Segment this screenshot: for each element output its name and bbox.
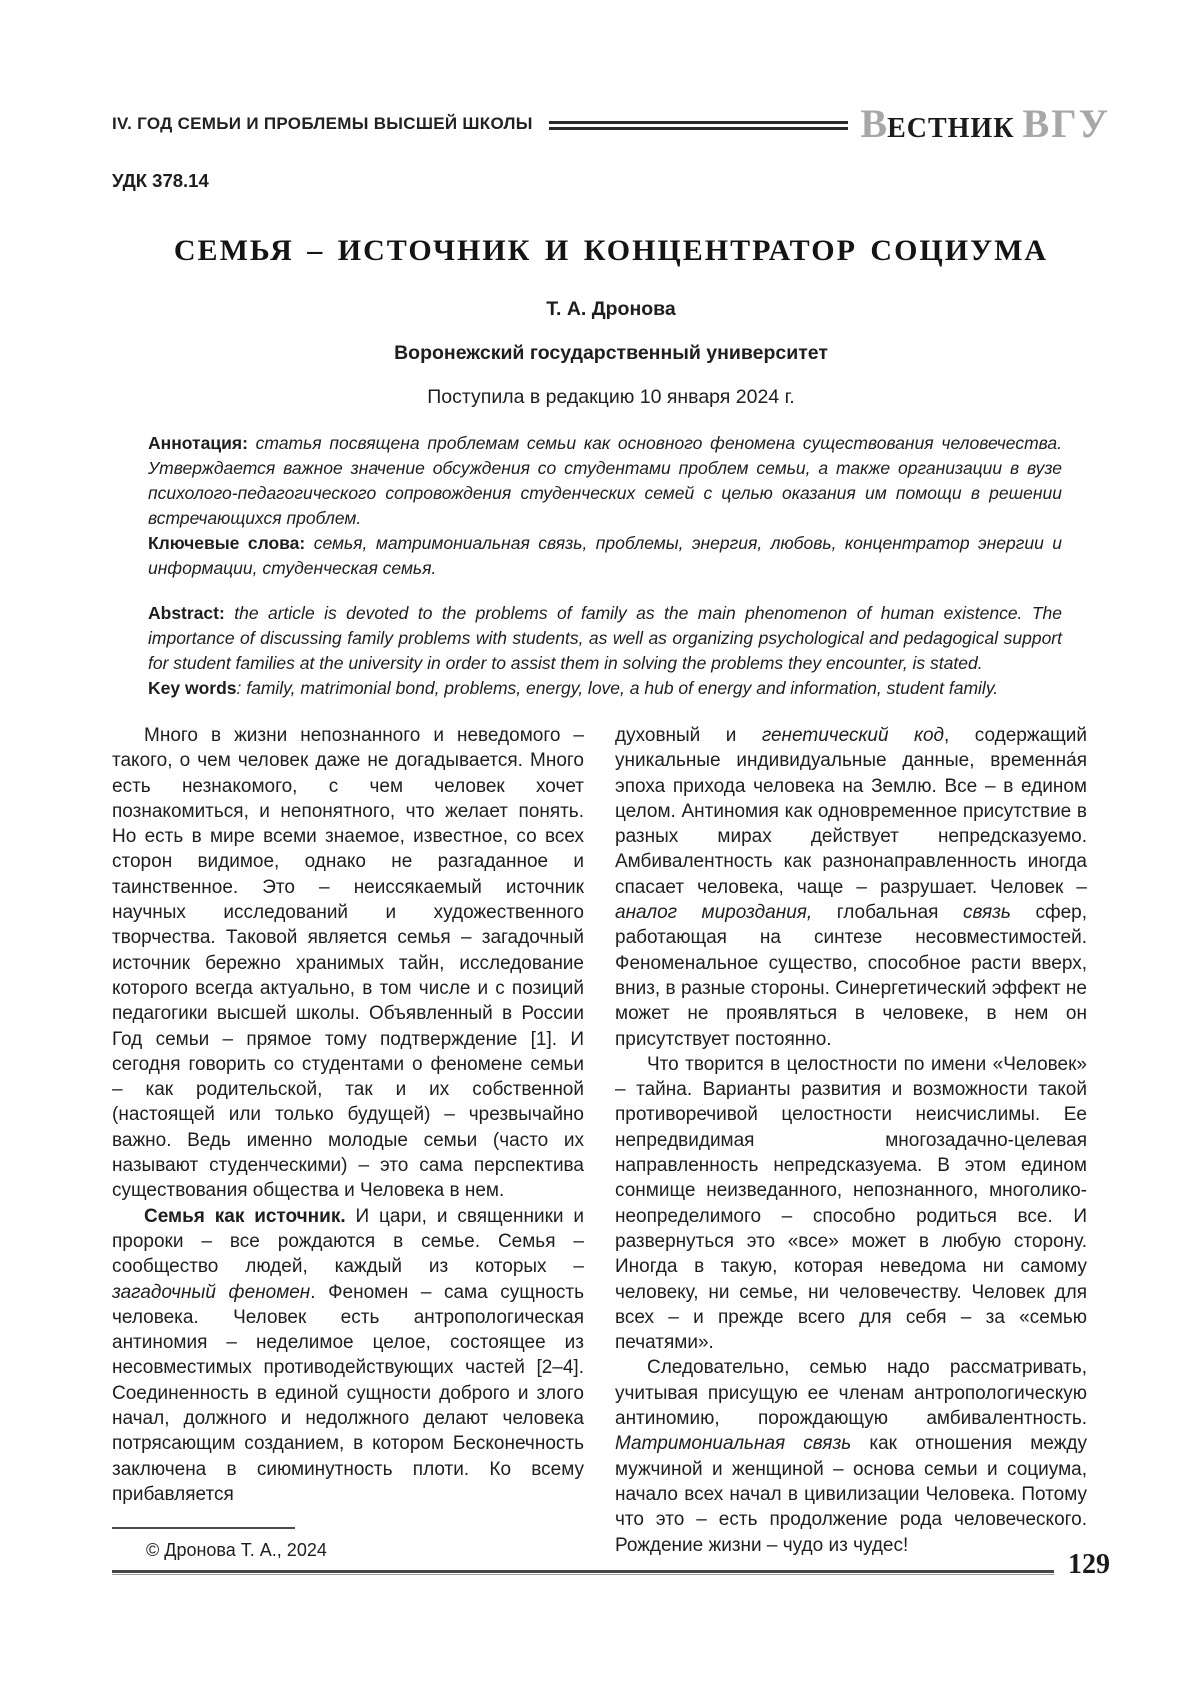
text-run: И цари, и священники и пророки – все рождаются в семье. Семья – сообщество людей, каждый из которых – <box>112 1205 584 1278</box>
right-column <box>615 723 1087 1564</box>
annotation-text: статья посвящена проблемам семьи как основного феномена существования человечества. Утверждается важное значение обсуждения со студентами проблем семьи, а также организации в вузе психолого-педагогического сопровождения студенческих семей с целью оказания им помощи в решении встречающихся проблем. <box>148 433 1062 528</box>
abstract-en-block <box>112 601 1110 701</box>
body-paragraph <box>112 1204 584 1508</box>
text-run: сфер, работающая на синтезе несовместимостей. Феноменальное существо, способное расти вверх, вниз, в разные стороны. Синергетический эффект не может не проявляться в человеке, в нем он присутствует постоянно. <box>615 902 1087 1050</box>
article-body <box>112 723 1110 1564</box>
author-name: Т. А. Дронова <box>546 298 676 320</box>
body-paragraph <box>112 723 584 1204</box>
body-paragraph <box>615 1355 1087 1557</box>
received-date: Поступила в редакцию 10 января 2024 г. <box>427 386 795 408</box>
logo-suffix: ВГУ <box>1022 101 1110 146</box>
abstract-paragraph <box>148 601 1062 676</box>
keywords-en-label: Key words <box>148 678 237 698</box>
body-paragraph <box>615 723 1087 1052</box>
text-run: аналог мироздания, <box>615 902 813 924</box>
text-run: загадочный феномен <box>112 1281 311 1303</box>
logo-initial: В <box>860 101 888 146</box>
left-column-paragraphs <box>112 723 584 1507</box>
right-column-paragraphs <box>615 723 1087 1558</box>
udc-code: УДК 378.14 <box>112 170 209 191</box>
text-run: Следовательно, семью надо рассматривать, учитывая присущую ее членам антропологическую антиномию, порождающую амбивалентность. <box>615 1357 1087 1430</box>
journal-logo <box>860 101 1110 146</box>
keywords-en-text: : family, matrimonial bond, problems, energy, love, a hub of energy and information, student family. <box>236 678 999 698</box>
text-run: Матримониальная связь <box>615 1433 852 1455</box>
article-title: СЕМЬЯ – ИСТОЧНИК И КОНЦЕНТРАТОР СОЦИУМА <box>173 234 1049 267</box>
running-head <box>112 101 1110 146</box>
keywords-ru-text: семья, матримониальная связь, проблемы, энергия, любовь, концентратор энергии и информации, студенческая семья. <box>148 533 1062 578</box>
text-run: духовный и <box>615 725 762 746</box>
footer-rule <box>112 1570 1054 1575</box>
text-run: Что творится в целостности по имени «Человек» – тайна. Варианты развития и возможности такой противоречивой целостности неисчислимы. Ее непредвидимая многозадачно-целевая направленность непредсказуема. В этом едином сонмище неизведанного, непознанного, многолико-неопределимого – способно родиться все. И развернуться это «все» может в любую сторону. Иногда в такую, которая неведома ни самому человеку, ни семье, ни человечеству. Человек для всех – и прежде всего для себя – за «семью печатями». <box>615 1053 1087 1354</box>
text-run: как отношения между мужчиной и женщиной – основа семьи и социума, начало всех начал в цивилизации Человека. Потому что это – есть продолжение рода человеческого. Рождение жизни – чудо из чудес! <box>615 1433 1087 1556</box>
text-run: Много в жизни непознанного и неведомого – такого, о чем человек даже не догадывается. Много есть незнакомого, с чем человек хочет познакомиться, и непонятного, что желает понять. Но есть в мире всеми знаемое, известное, со всех сторон видимое, однако не разгаданное и таинственное. Это – неиссякаемый источник научных исследований и художественного творчества. Таковой является семья – загадочный источник бережно хранимых тайн, исследование которого всегда актуально, в том числе и с позиций педагогики высшей школы. Объявленный в России Год семьи – прямое тому подтверждение [1]. И сегодня говорить со студентами о феномене семьи – как родительской, так и их собственной (настоящей или только будущей) – чрезвычайно важно. Ведь именно молодые семьи (часто их называют студенческими) – это сама перспектива существования общества и Человека в нем. <box>112 725 584 1202</box>
section-heading: IV. ГОД СЕМЬИ И ПРОБЛЕМЫ ВЫСШЕЙ ШКОЛЫ <box>112 114 533 133</box>
text-run: генетический код <box>761 725 945 746</box>
abstract-text: the article is devoted to the problems of family as the main phenomenon of human existence. The importance of discussing family problems with students, as well as organizing psychological and pedagogical support for student families at the university in order to assist them in solving the problems they encounter, is stated. <box>148 603 1062 673</box>
body-paragraph <box>615 1052 1087 1356</box>
text-run: глобальная <box>812 902 963 924</box>
copyright-line: © Дронова Т. А., 2024 <box>146 1540 327 1561</box>
abstract-ru-block <box>112 431 1110 581</box>
affiliation: Воронежский государственный университет <box>394 342 828 364</box>
keywords-ru-label: Ключевые слова: <box>148 533 306 553</box>
abstract-label: Abstract: <box>148 603 225 623</box>
header-double-rule <box>549 121 849 130</box>
annotation-paragraph <box>148 431 1062 531</box>
annotation-label: Аннотация: <box>148 433 248 453</box>
keywords-en-paragraph <box>148 676 1062 701</box>
text-run: связь <box>962 902 1011 924</box>
page-footer <box>112 1549 1110 1581</box>
page-number: 129 <box>1068 1549 1110 1580</box>
left-column <box>112 723 584 1564</box>
keywords-ru-paragraph <box>148 531 1062 581</box>
logo-rest: ЕСТНИК <box>887 113 1015 144</box>
text-run: Семья как источник. <box>144 1205 356 1227</box>
text-run: . Феномен – сама сущность человека. Человек есть антропологическая антиномия – неделимое целое, состоящее из несовместимых противодействующих частей [2–4]. Соединенность в единой сущности доброго и злого начал, должного и недолжного делают человека потрясающим созданием, в котором Бесконечность заключена в сиюминутность плоти. Ко всему прибавляется <box>112 1281 584 1505</box>
text-run: , содержащий уникальные индивидуальные данные, временна́я эпоха прихода человека на Землю. Все – в едином целом. Антиномия как одновременное присутствие в разных мирах действует непредсказуемо. Амбивалентность как разнонаправленность иногда спасает человека, чаще – разрушает. Человек – <box>615 725 1087 898</box>
footnote-rule <box>112 1527 295 1529</box>
